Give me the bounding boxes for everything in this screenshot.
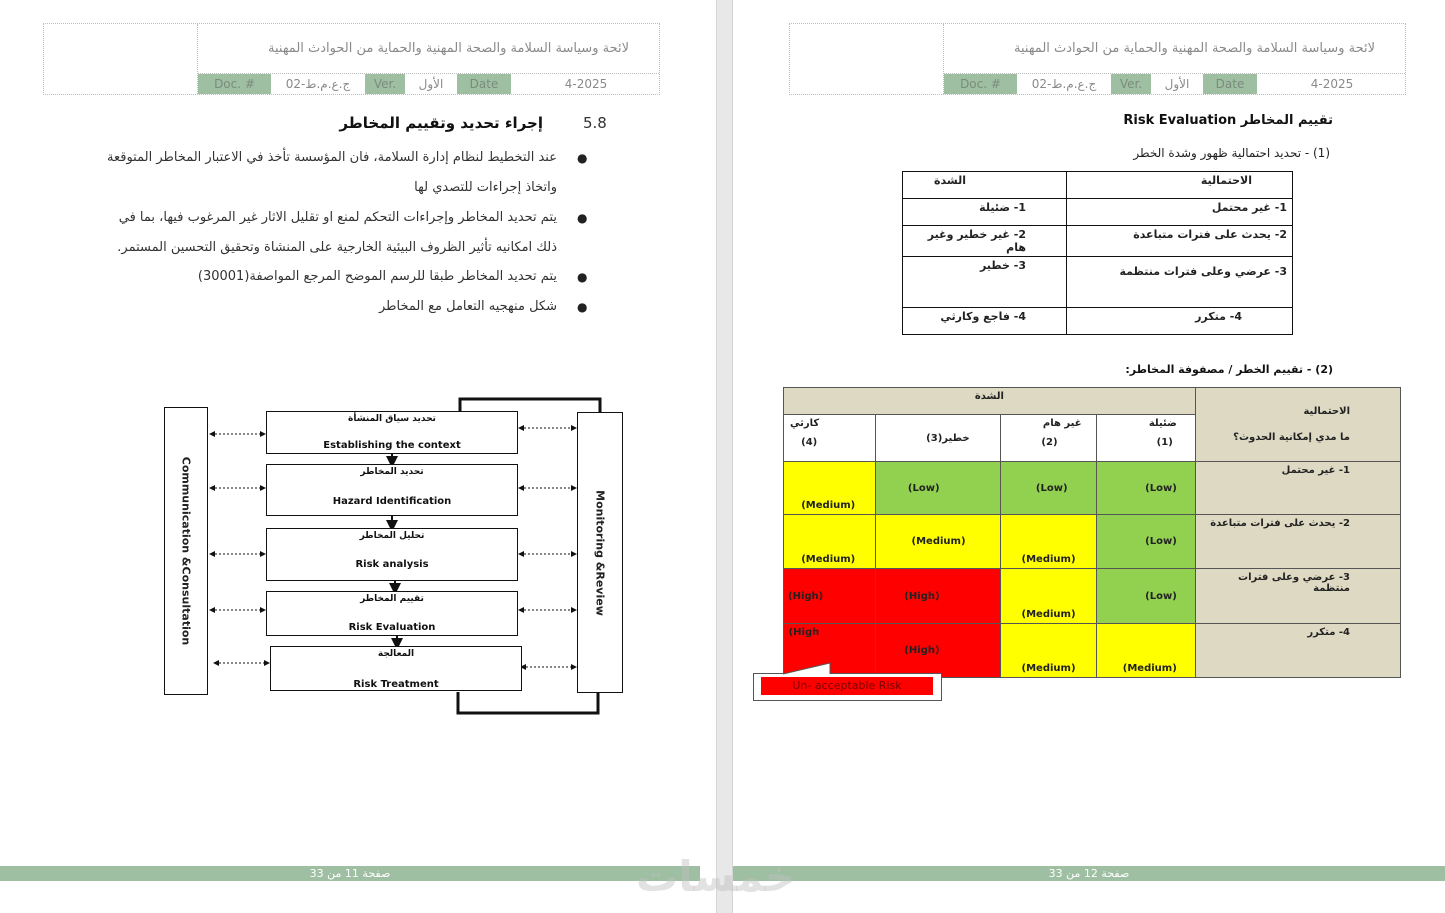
doc-label: Doc. # [944,74,1017,94]
matrix-cell-high: (High) [784,569,876,624]
doc-label: Doc. # [198,74,271,94]
bullet-dot: ● [577,151,588,165]
matrix-row [784,462,1401,515]
matrix-row [784,515,1401,569]
severity-col-name: ضئيلة [1148,418,1177,429]
legend-pointer [783,661,833,675]
matrix-cell-low: (Low) [1000,462,1096,515]
bullet-dot: ● [577,211,588,225]
bullet-4-line-1: شكل منهجيه التعامل مع المخاطر [379,299,557,314]
table-cell: 4- متكرر [1067,308,1293,335]
step-5-en: Risk Treatment [353,679,439,690]
bullet-dot: ● [577,270,588,284]
severity-header: الشدة [784,388,1196,415]
table-cell: 1- ضئيلة [903,199,1067,226]
table-cell: 3- عرضي وعلى فترات منتظمة [1067,257,1293,308]
step-risk-evaluation [266,591,518,636]
watermark-logo: خمسات [636,852,796,901]
severity-col-num: (4) [801,437,818,448]
header-title: لائحة وسياسة السلامة والصحة المهنية والحماية من الحوادث المهنية [1014,41,1375,56]
bullet-3-line-1: يتم تحديد المخاطر طبقا للرسم الموضح المرجع المواصفة(30001) [197,269,557,284]
table-cell: 2- غير خطير وغير هام [903,226,1067,257]
step-3-ar: تحليل المخاطر [359,531,425,541]
page-footer: صفحة 12 من 33 [733,866,1445,881]
bullet-1-line-2: واتخاذ إجراءات للتصدي لها [414,180,557,195]
legend-unacceptable-risk: Un- acceptable Risk [761,677,933,695]
table-header-cell: الاحتمالية [1067,172,1293,199]
page-footer: صفحة 11 من 33 [0,866,700,881]
monitoring-review-label: Monitoring &Review [593,489,607,616]
severity-col-num: (1) [1156,437,1173,448]
matrix-cell-medium: (Medium) [876,515,1000,569]
subtitle-probability-severity: (1) - تحديد احتمالية ظهور وشدة الخطر [1133,146,1330,160]
matrix-cell-medium: (Medium) [1096,624,1195,678]
step-2-en: Hazard Identification [332,496,452,507]
severity-col-name: كارثي [790,418,820,429]
page-12 [733,0,1445,913]
matrix-row [784,624,1401,678]
probability-header-label: الاحتمالية [1303,405,1350,417]
step-1-en: Establishing the context [323,440,461,451]
table-header-cell: الشدة [903,172,1067,199]
step-4-en: Risk Evaluation [348,622,436,633]
severity-col-header [876,415,1000,462]
matrix-cell-high: (High) [876,624,1000,678]
table-row [903,308,1293,335]
page-gutter [716,0,733,913]
table-cell: 4- فاجع وكارثي [903,308,1067,335]
doc-value: ج.ع.م.ط-02 [285,77,351,91]
matrix-cell-high: (High) [876,569,1000,624]
matrix-row-label: 4- متكرر [1195,624,1400,678]
matrix-cell-medium: (Medium) [1000,515,1096,569]
matrix-cell-medium: (Medium) [784,462,876,515]
probability-header-question: ما مدي إمكانية الحدوث؟ [1233,431,1350,443]
monitoring-review-bar [577,412,623,693]
severity-col-header [1000,415,1096,462]
probability-severity-table [902,171,1293,335]
matrix-header-row [784,388,1401,415]
table-row [903,257,1293,308]
step-risk-analysis [266,528,518,581]
date-value: 4-2025 [564,77,608,91]
section-title: إجراء تحديد وتقييم المخاطر [339,114,543,132]
matrix-row [784,569,1401,624]
risk-evaluation-title: تقييم المخاطر Risk Evaluation [1123,113,1333,128]
section-number: 5.8 [583,114,607,132]
table-cell: 3- خطير [903,257,1067,308]
matrix-cell-low: (Low) [1096,462,1195,515]
severity-col-name: خطير(3) [926,432,970,444]
date-value: 4-2025 [1310,77,1354,91]
legend-callout [753,673,942,701]
bullet-1-line-1: عند التخطيط لنظام إدارة السلامة، فان المؤسسة تأخذ في الاعتبار المخاطر المتوقعة [107,150,557,165]
doc-value: ج.ع.م.ط-02 [1031,77,1097,91]
ver-value: الأول [1164,77,1190,91]
step-1-ar: تحديد سياق المنشأة [348,414,436,424]
matrix-row-label: 1- غير محتمل [1195,462,1400,515]
risk-matrix [783,387,1401,678]
ver-value: الأول [418,77,444,91]
severity-col-header [1096,415,1195,462]
ver-label: Ver. [365,74,405,94]
date-label: Date [1203,74,1257,94]
page-11 [0,0,716,913]
table-row [903,199,1293,226]
step-3-en: Risk analysis [355,559,429,570]
step-2-ar: تحديد المخاطر [360,467,424,477]
matrix-row-label: 3- عرضي وعلى فترات منتظمة [1195,569,1400,624]
matrix-cell-low: (Low) [1096,515,1195,569]
table-cell: 2- يحدث على فترات متباعدة [1067,226,1293,257]
matrix-cell-medium: (Medium) [784,515,876,569]
date-label: Date [457,74,511,94]
communication-consultation-label: Communication &Consultation [179,456,193,646]
bullet-dot: ● [577,300,588,314]
bullet-2-line-1: يتم تحديد المخاطر وإجراءات التحكم لمنع او تقليل الاثار غير المرغوب فيها، بما في [118,210,557,225]
step-establishing-context [266,411,518,454]
communication-consultation-bar [164,407,208,695]
logo-area [790,24,944,94]
matrix-cell-high: High) [784,624,876,678]
matrix-cell-medium: (Medium) [1000,569,1096,624]
matrix-row-label: 2- يحدث على فترات متباعدة [1195,515,1400,569]
step-risk-treatment [270,646,522,691]
header-meta-row [944,73,1405,94]
step-4-ar: تقييم المخاطر [360,594,424,604]
severity-col-header [784,415,876,462]
step-5-ar: المعالجة [377,649,415,659]
matrix-cell-medium: (Medium) [1000,624,1096,678]
matrix-cell-low: (Low) [1096,569,1195,624]
probability-header [1195,388,1400,462]
bullet-2-line-2: ذلك امكانيه تأثير الظروف البيئية الخارجية على المنشاة وتحقيق التحسين المستمر. [117,240,557,255]
table-header-row [903,172,1293,199]
table-cell: 1- غير محتمل [1067,199,1293,226]
severity-col-num: (2) [1041,437,1058,448]
severity-col-name: غير هام [1042,418,1082,429]
header-title: لائحة وسياسة السلامة والصحة المهنية والحماية من الحوادث المهنية [268,41,629,56]
page-header [789,23,1406,95]
subtitle-risk-matrix: (2) - تقييم الخطر / مصفوفة المخاطر: [1125,363,1333,376]
matrix-cell-low: (Low) [876,462,1000,515]
ver-label: Ver. [1111,74,1151,94]
table-row [903,226,1293,257]
step-hazard-identification [266,464,518,516]
